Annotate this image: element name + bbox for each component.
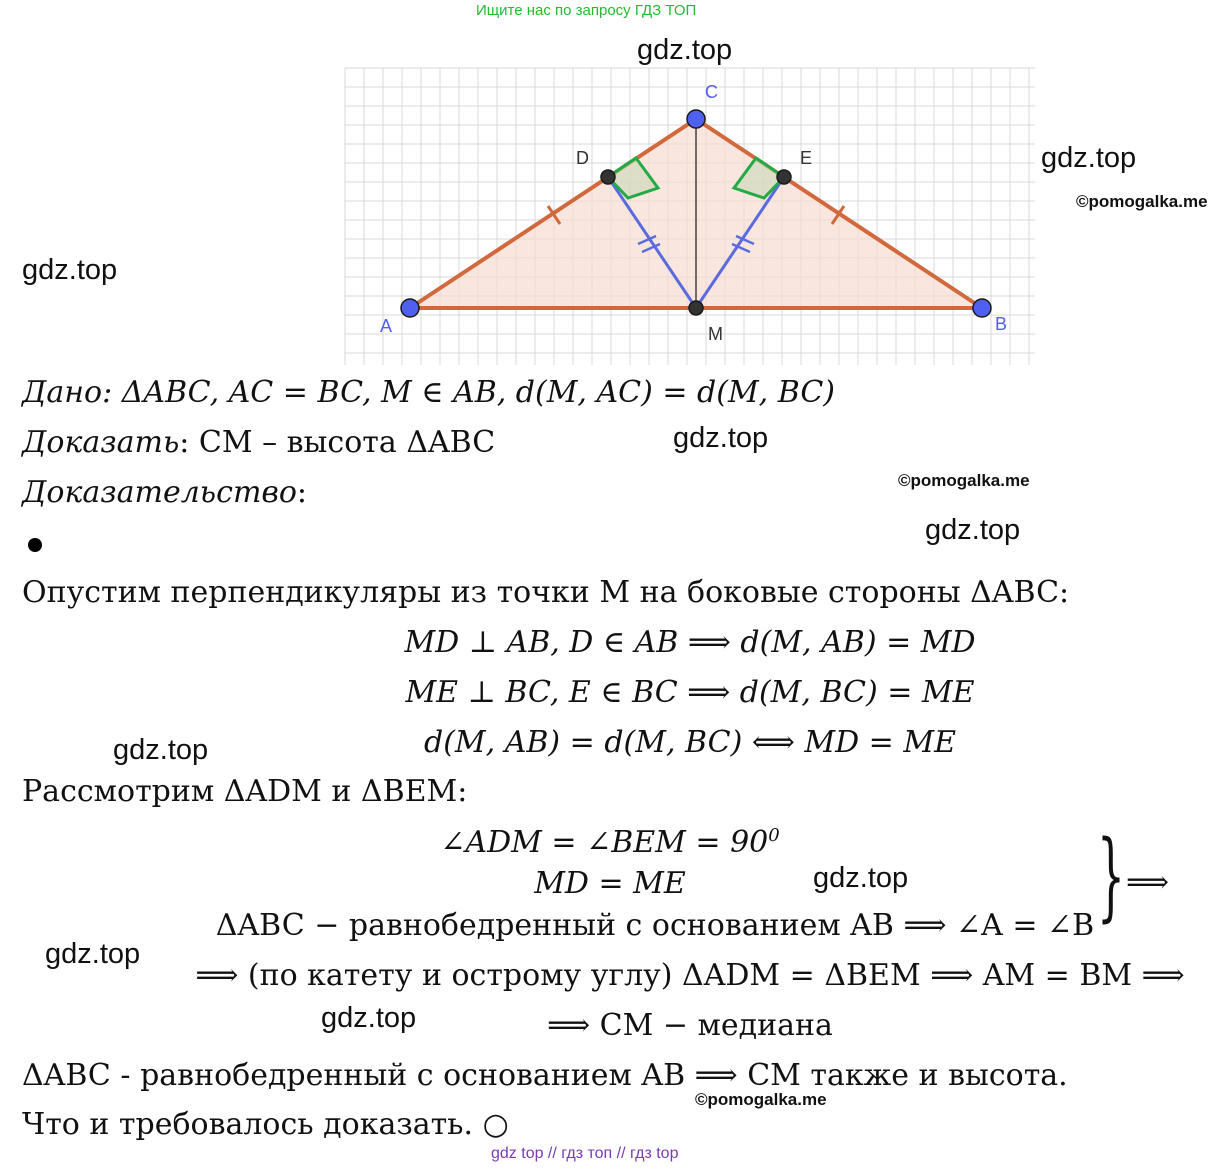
degree-superscript: 0 xyxy=(768,825,780,846)
final-statement: ΔABC - равнобедренный с основанием AB ⟹ CM также и высота. xyxy=(22,1058,1068,1093)
conclusion-median: ⟹ CM − медиана xyxy=(547,1008,833,1043)
watermark-gdz: gdz.top xyxy=(813,862,909,894)
bullet-marker xyxy=(28,538,42,552)
given-label: Дано xyxy=(22,375,103,410)
point-d xyxy=(601,170,615,184)
watermark-gdz: gdz.top xyxy=(637,34,733,66)
given-line xyxy=(22,375,835,410)
point-c xyxy=(687,110,705,128)
prove-text: : CM – высота ΔABC xyxy=(179,425,496,460)
search-banner: Ищите нас по запросу ГДЗ ТОП xyxy=(476,2,697,19)
point-a xyxy=(401,299,419,317)
system-right-angles-text: ∠ADM = ∠BEM = 90 xyxy=(440,825,769,860)
watermark-gdz: gdz.top xyxy=(925,514,1021,546)
watermark-gdz: gdz.top xyxy=(113,734,209,766)
watermark-gdz: gdz.top xyxy=(1041,142,1137,174)
watermark-gdz: gdz.top xyxy=(45,938,141,970)
point-b xyxy=(973,299,991,317)
step-consider-triangles: Рассмотрим ΔADM и ΔBEM: xyxy=(22,774,468,809)
watermark-pomogalka: ©pomogalka.me xyxy=(695,1090,827,1109)
system-isosceles: ΔABC − равнобедренный с основанием AB ⟹ ∠A = ∠B xyxy=(215,908,1095,943)
proof-label: Доказательство xyxy=(22,475,297,510)
label-c: C xyxy=(705,82,718,102)
system-brace: } xyxy=(1097,821,1125,934)
watermark-gdz: gdz.top xyxy=(22,254,118,286)
equation-md: MD ⊥ AB, D ∈ AB ⟹ d(M, AB) = MD xyxy=(404,625,976,660)
prove-label: Доказать xyxy=(22,425,180,460)
label-m: M xyxy=(708,324,723,344)
geometry-figure xyxy=(340,60,1040,370)
watermark-pomogalka: ©pomogalka.me xyxy=(1076,192,1208,211)
watermark-gdz: gdz.top xyxy=(673,422,769,454)
qed-line: Что и требовалось доказать. ○ xyxy=(22,1107,509,1142)
point-m xyxy=(689,301,703,315)
label-d: D xyxy=(576,148,589,168)
system-implies: ⟹ xyxy=(1126,865,1170,900)
conclusion-congruence: ⟹ (по катету и острому углу) ΔADM = ΔBEM ⟹ AM = BM ⟹ xyxy=(195,958,1185,993)
given-text: : ΔABC, AC = BC, M ∈ AB, d(M, AC) = d(M, BC) xyxy=(102,375,835,410)
label-b: B xyxy=(995,314,1008,334)
equation-me: ME ⊥ BC, E ∈ BC ⟹ d(M, BC) = ME xyxy=(405,675,975,710)
system-right-angles xyxy=(360,825,860,860)
step-drop-perpendiculars: Опустим перпендикуляры из точки M на боковые стороны ΔABC: xyxy=(22,575,1070,610)
label-e: E xyxy=(800,148,813,168)
equation-equal-distances: d(M, AB) = d(M, BC) ⟺ MD = ME xyxy=(424,725,956,760)
label-a: A xyxy=(380,316,393,336)
system-legs-equal: MD = ME xyxy=(534,866,686,901)
watermark-pomogalka: ©pomogalka.me xyxy=(898,471,1030,490)
proof-colon: : xyxy=(296,475,308,510)
footer-links: gdz top // гдз топ // гдз top xyxy=(491,1145,679,1162)
prove-line xyxy=(22,425,495,460)
point-e xyxy=(777,170,791,184)
watermark-gdz: gdz.top xyxy=(321,1002,417,1034)
proof-heading xyxy=(22,475,307,510)
